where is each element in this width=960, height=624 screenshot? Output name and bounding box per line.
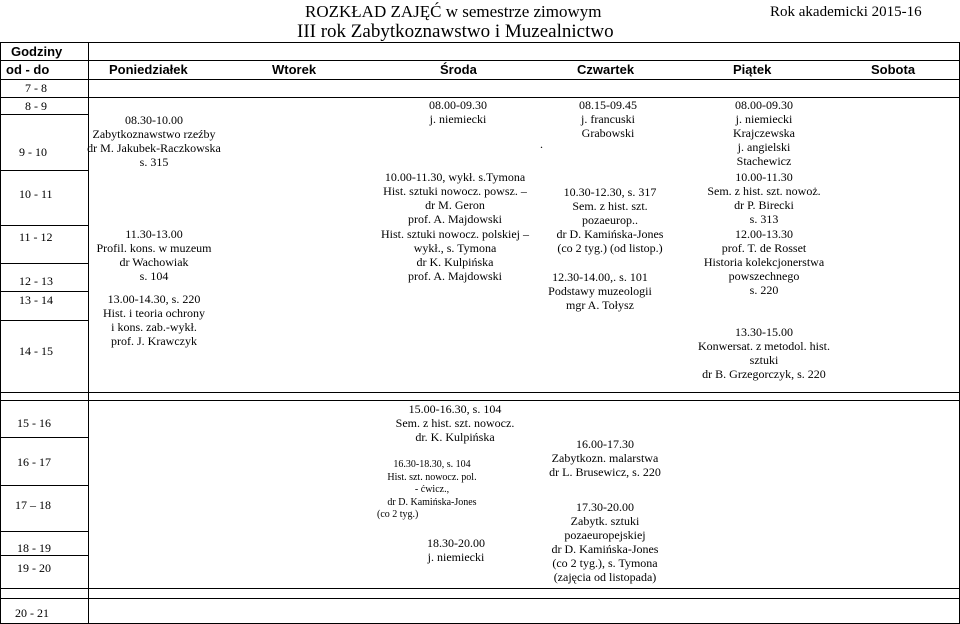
class-line: i kons. zab.-wykł. [111,320,197,334]
friday-class-collecting [684,227,844,297]
class-line: 16.30-18.30, s. 104 [393,459,471,470]
thursday-class-french [548,98,668,140]
friday-class-methodology [674,325,854,381]
thursday-class-non-european-art [530,500,680,584]
class-line: Hist. i teoria ochrony [103,306,205,320]
class-line: 15.00-16.30, s. 104 [408,402,502,416]
class-line: j. niemiecki [427,550,485,564]
header-day-tuesday: Wtorek [272,62,317,77]
class-line: - ćwicz., [414,484,450,495]
class-line: dr M. Jakubek-Raczkowska [87,141,221,155]
class-line: (zajęcia od listopada) [553,570,657,584]
title-line1: ROZKŁAD ZAJĘĆ w semestrze zimowym [305,2,602,21]
class-line: Hist. sztuki nowocz. polskiej – [381,227,529,241]
monday-class-theory [84,292,224,348]
time-slot: 11 - 12 [19,230,53,244]
class-line: j. francuski [581,112,635,126]
class-line: Sem. z hist. szt. nowoż. [707,184,821,198]
title-line2: III rok Zabytkoznawstwo i Muzealnictwo [297,21,614,42]
class-line: 18.30-20.00 [427,536,485,550]
time-slot: 9 - 10 [19,145,47,159]
class-line: prof. A. Majdowski [408,269,502,283]
class-line: Zabytk. sztuki [570,514,640,528]
class-line: Grabowski [581,126,635,140]
monday-class-conservation [84,227,224,283]
class-line: prof. T. de Rosset [721,241,807,255]
class-line: s. 104 [139,269,169,283]
class-line: 16.00-17.30 [576,437,634,451]
class-line: Hist. szt. nowocz. pol. [387,471,477,483]
class-line: dr D. Kamińska-Jones [556,227,664,241]
time-slot: 12 - 13 [19,274,53,288]
class-line: j. niemiecki [429,112,487,126]
class-line: Hist. sztuki nowocz. powsz. – [383,184,527,198]
academic-year: Rok akademicki 2015-16 [770,4,922,20]
wednesday-class-exercises [362,459,502,509]
class-line: s. 220 [749,283,779,297]
time-slot: 16 - 17 [17,455,51,469]
header-day-saturday: Sobota [871,62,916,77]
class-line: 10.00-11.30, wykł. s.Tymona [384,170,526,184]
class-line: 12.30-14.00,. s. 101 [552,270,648,284]
class-line: (co 2 tyg.) [377,509,419,520]
class-line: Profil. kons. w muzeum [96,241,212,255]
class-line: s. 313 [749,212,779,226]
header-day-wednesday: Środa [440,62,477,77]
time-slot: 18 - 19 [17,541,51,555]
time-slot: 15 - 16 [17,416,51,430]
time-slot: 14 - 15 [19,344,53,358]
time-slot: 7 - 8 [25,81,47,95]
class-line: j. angielski [737,140,791,154]
thursday-class-non-european-seminar [530,185,690,255]
class-line: Podstawy muzeologii [548,284,652,298]
header-day-friday: Piątek [733,62,772,77]
class-line: Stachewicz [736,154,792,168]
class-line: prof. A. Majdowski [408,212,502,226]
class-line: sztuki [749,353,779,367]
class-line: dr M. Geron [425,198,485,212]
class-line: pozaeuropejskiej [564,528,646,542]
class-line: Sem. z hist. szt. nowocz. [395,416,515,430]
stray-dot: . [540,137,543,151]
friday-class-languages [694,98,834,168]
class-line: prof. J. Krawczyk [111,334,197,348]
class-line: 11.30-13.00 [125,227,183,241]
wednesday-class-seminar [370,402,540,444]
class-line: dr. K. Kulpińska [415,430,495,444]
time-slot: 19 - 20 [17,561,51,575]
header-godziny: Godziny [11,44,63,59]
thursday-class-museology [530,270,670,312]
class-line: 08.00-09.30 [735,98,793,112]
time-slot: 10 - 11 [19,187,53,201]
class-line: 12.00-13.30 [735,227,793,241]
class-line: dr Wachowiak [119,255,189,269]
class-line: dr D. Kamińska-Jones [551,542,659,556]
class-line: 08.30-10.00 [125,113,183,127]
time-slot: 13 - 14 [19,293,53,307]
header-od-do: od - do [6,62,50,77]
class-line: 10.00-11.30 [735,170,793,184]
friday-class-modern-seminar [684,170,844,226]
header-day-monday: Poniedziałek [109,62,188,77]
class-line: dr B. Grzegorczyk, s. 220 [702,367,826,381]
class-line: Sem. z hist. szt. [572,199,648,213]
class-line: j. niemiecki [735,112,793,126]
class-line: 13.30-15.00 [735,325,793,339]
thursday-class-painting [530,437,680,479]
class-line: Krajczewska [733,126,795,140]
class-line: (co 2 tyg.) (od listop.) [557,241,663,255]
class-line: mgr A. Tołysz [566,298,634,312]
class-line: powszechnego [728,269,800,283]
class-line: pozaeurop.. [582,213,638,227]
class-line: wykł., s. Tymona [413,241,497,255]
class-line: 08.15-09.45 [579,98,637,112]
class-line: Konwersat. z metodol. hist. [698,339,830,353]
class-line: 13.00-14.30, s. 220 [107,292,201,306]
wednesday-class-german-morning [398,98,518,126]
class-line: Zabytkozn. malarstwa [551,451,659,465]
header-day-thursday: Czwartek [577,62,635,77]
monday-class-sculpture [84,113,224,169]
wednesday-class-modern-art-polish [355,227,555,283]
class-line: 10.30-12.30, s. 317 [563,185,657,199]
class-line: Historia kolekcjonerstwa [703,255,825,269]
time-slot: 8 - 9 [25,99,47,113]
class-line: 08.00-09.30 [429,98,487,112]
class-line: dr D. Kamińska-Jones [387,496,477,508]
class-line: s. 315 [139,155,169,169]
wednesday-class-modern-art-general [355,170,555,226]
class-line: (co 2 tyg.), s. Tymona [552,556,658,570]
class-line: 17.30-20.00 [576,500,634,514]
class-line: dr P. Birecki [734,198,794,212]
class-line: dr K. Kulpińska [416,255,494,269]
class-line: Zabytkoznawstwo rzeźby [92,127,216,141]
wednesday-class-german-evening [396,536,516,564]
time-slot: 17 – 18 [15,498,51,512]
time-slot: 20 - 21 [15,606,49,620]
class-line: dr L. Brusewicz, s. 220 [549,465,661,479]
